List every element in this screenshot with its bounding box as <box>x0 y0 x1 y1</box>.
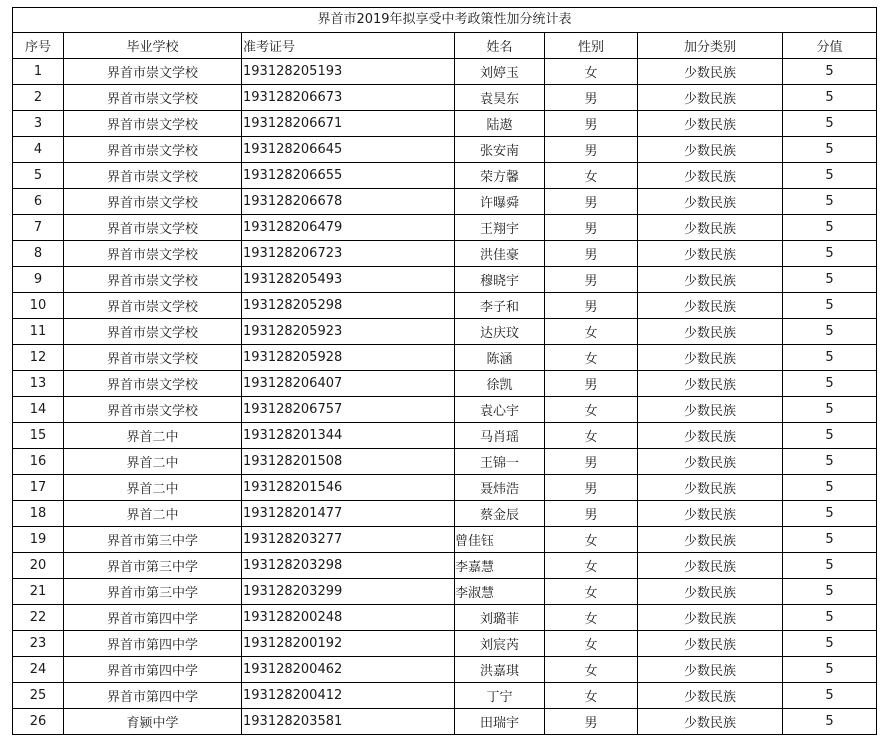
cell-score: 5 <box>783 215 877 241</box>
cell-index: 14 <box>13 397 64 423</box>
header-row <box>13 33 877 59</box>
cell-gender: 女 <box>545 423 638 449</box>
cell-exam-id: 193128203277 <box>242 527 455 553</box>
cell-school: 界首二中 <box>64 475 242 501</box>
table-row <box>13 605 877 631</box>
cell-school: 界首市第三中学 <box>64 527 242 553</box>
cell-bonus-type: 少数民族 <box>638 137 783 163</box>
cell-school: 界首二中 <box>64 449 242 475</box>
cell-name: 刘宸芮 <box>455 631 545 657</box>
cell-gender: 女 <box>545 683 638 709</box>
cell-gender: 女 <box>545 59 638 85</box>
cell-index: 23 <box>13 631 64 657</box>
cell-index: 21 <box>13 579 64 605</box>
cell-gender: 男 <box>545 215 638 241</box>
cell-index: 11 <box>13 319 64 345</box>
table-row <box>13 319 877 345</box>
cell-gender: 女 <box>545 345 638 371</box>
cell-school: 界首市崇文学校 <box>64 293 242 319</box>
cell-bonus-type: 少数民族 <box>638 319 783 345</box>
cell-gender: 男 <box>545 267 638 293</box>
cell-gender: 女 <box>545 657 638 683</box>
cell-score: 5 <box>783 579 877 605</box>
cell-index: 4 <box>13 137 64 163</box>
cell-score: 5 <box>783 397 877 423</box>
cell-name: 袁昊东 <box>455 85 545 111</box>
cell-bonus-type: 少数民族 <box>638 631 783 657</box>
cell-score: 5 <box>783 657 877 683</box>
cell-gender: 女 <box>545 631 638 657</box>
cell-school: 界首市崇文学校 <box>64 371 242 397</box>
cell-school: 界首市第四中学 <box>64 657 242 683</box>
cell-score: 5 <box>783 267 877 293</box>
cell-exam-id: 193128206655 <box>242 163 455 189</box>
header-gender: 性别 <box>545 33 638 59</box>
cell-name: 穆晓宇 <box>455 267 545 293</box>
table-row <box>13 657 877 683</box>
cell-school: 界首市崇文学校 <box>64 397 242 423</box>
cell-school: 界首市第三中学 <box>64 579 242 605</box>
cell-name: 李淑慧 <box>455 579 545 605</box>
cell-index: 5 <box>13 163 64 189</box>
cell-name: 曾佳钰 <box>455 527 545 553</box>
cell-gender: 女 <box>545 553 638 579</box>
cell-index: 22 <box>13 605 64 631</box>
cell-bonus-type: 少数民族 <box>638 527 783 553</box>
cell-score: 5 <box>783 163 877 189</box>
score-bonus-sheet <box>12 7 876 735</box>
cell-score: 5 <box>783 475 877 501</box>
table-row <box>13 397 877 423</box>
table-row <box>13 163 877 189</box>
cell-score: 5 <box>783 605 877 631</box>
table-row <box>13 579 877 605</box>
cell-school: 界首市崇文学校 <box>64 189 242 215</box>
cell-exam-id: 193128201477 <box>242 501 455 527</box>
cell-index: 25 <box>13 683 64 709</box>
table-row <box>13 85 877 111</box>
table-row <box>13 683 877 709</box>
cell-school: 界首市崇文学校 <box>64 215 242 241</box>
cell-index: 3 <box>13 111 64 137</box>
cell-index: 24 <box>13 657 64 683</box>
table-row <box>13 59 877 85</box>
cell-gender: 男 <box>545 137 638 163</box>
table-row <box>13 475 877 501</box>
cell-gender: 女 <box>545 163 638 189</box>
cell-school: 育颍中学 <box>64 709 242 735</box>
table-row <box>13 267 877 293</box>
cell-index: 1 <box>13 59 64 85</box>
cell-bonus-type: 少数民族 <box>638 345 783 371</box>
cell-bonus-type: 少数民族 <box>638 163 783 189</box>
cell-gender: 男 <box>545 449 638 475</box>
table-row <box>13 111 877 137</box>
table-row <box>13 709 877 735</box>
cell-bonus-type: 少数民族 <box>638 605 783 631</box>
cell-index: 9 <box>13 267 64 293</box>
cell-name: 徐凯 <box>455 371 545 397</box>
table-row <box>13 189 877 215</box>
table-row <box>13 371 877 397</box>
cell-gender: 女 <box>545 605 638 631</box>
cell-name: 刘璐菲 <box>455 605 545 631</box>
cell-school: 界首二中 <box>64 423 242 449</box>
cell-score: 5 <box>783 449 877 475</box>
cell-bonus-type: 少数民族 <box>638 475 783 501</box>
cell-score: 5 <box>783 59 877 85</box>
table-row <box>13 423 877 449</box>
cell-exam-id: 193128205923 <box>242 319 455 345</box>
cell-exam-id: 193128201344 <box>242 423 455 449</box>
cell-score: 5 <box>783 137 877 163</box>
cell-score: 5 <box>783 111 877 137</box>
cell-bonus-type: 少数民族 <box>638 371 783 397</box>
cell-name: 李子和 <box>455 293 545 319</box>
cell-bonus-type: 少数民族 <box>638 215 783 241</box>
cell-exam-id: 193128203298 <box>242 553 455 579</box>
cell-gender: 女 <box>545 397 638 423</box>
cell-index: 2 <box>13 85 64 111</box>
cell-index: 26 <box>13 709 64 735</box>
cell-score: 5 <box>783 423 877 449</box>
cell-bonus-type: 少数民族 <box>638 709 783 735</box>
cell-bonus-type: 少数民族 <box>638 397 783 423</box>
cell-exam-id: 193128203299 <box>242 579 455 605</box>
cell-bonus-type: 少数民族 <box>638 501 783 527</box>
cell-score: 5 <box>783 85 877 111</box>
cell-name: 丁宁 <box>455 683 545 709</box>
cell-gender: 男 <box>545 85 638 111</box>
cell-name: 洪嘉琪 <box>455 657 545 683</box>
cell-index: 16 <box>13 449 64 475</box>
cell-bonus-type: 少数民族 <box>638 59 783 85</box>
header-score: 分值 <box>783 33 877 59</box>
cell-score: 5 <box>783 189 877 215</box>
cell-gender: 男 <box>545 241 638 267</box>
cell-index: 20 <box>13 553 64 579</box>
cell-school: 界首市第三中学 <box>64 553 242 579</box>
cell-score: 5 <box>783 527 877 553</box>
header-school: 毕业学校 <box>64 33 242 59</box>
cell-gender: 女 <box>545 579 638 605</box>
header-name: 姓名 <box>455 33 545 59</box>
cell-school: 界首市崇文学校 <box>64 241 242 267</box>
cell-index: 13 <box>13 371 64 397</box>
cell-school: 界首市崇文学校 <box>64 319 242 345</box>
cell-school: 界首市崇文学校 <box>64 111 242 137</box>
table-title: 界首市2019年拟享受中考政策性加分统计表 <box>12 7 877 32</box>
cell-school: 界首市崇文学校 <box>64 345 242 371</box>
cell-gender: 男 <box>545 189 638 215</box>
cell-exam-id: 193128205493 <box>242 267 455 293</box>
cell-bonus-type: 少数民族 <box>638 293 783 319</box>
cell-gender: 男 <box>545 501 638 527</box>
cell-score: 5 <box>783 371 877 397</box>
cell-score: 5 <box>783 631 877 657</box>
cell-index: 18 <box>13 501 64 527</box>
cell-gender: 男 <box>545 293 638 319</box>
cell-index: 6 <box>13 189 64 215</box>
cell-score: 5 <box>783 553 877 579</box>
cell-name: 陆遨 <box>455 111 545 137</box>
cell-bonus-type: 少数民族 <box>638 85 783 111</box>
bonus-table <box>12 7 877 735</box>
cell-exam-id: 193128206645 <box>242 137 455 163</box>
cell-name: 王翔宇 <box>455 215 545 241</box>
cell-exam-id: 193128201508 <box>242 449 455 475</box>
cell-name: 李嘉慧 <box>455 553 545 579</box>
cell-name: 洪佳豪 <box>455 241 545 267</box>
cell-exam-id: 193128206673 <box>242 85 455 111</box>
cell-school: 界首市崇文学校 <box>64 163 242 189</box>
cell-name: 陈涵 <box>455 345 545 371</box>
header-bonus-type: 加分类别 <box>638 33 783 59</box>
table-body <box>13 59 877 735</box>
cell-name: 马肖瑶 <box>455 423 545 449</box>
table-row <box>13 527 877 553</box>
cell-index: 12 <box>13 345 64 371</box>
cell-exam-id: 193128205193 <box>242 59 455 85</box>
cell-school: 界首市崇文学校 <box>64 267 242 293</box>
cell-school: 界首市第四中学 <box>64 683 242 709</box>
cell-exam-id: 193128200192 <box>242 631 455 657</box>
cell-exam-id: 193128201546 <box>242 475 455 501</box>
cell-bonus-type: 少数民族 <box>638 579 783 605</box>
cell-exam-id: 193128206479 <box>242 215 455 241</box>
cell-exam-id: 193128203581 <box>242 709 455 735</box>
cell-bonus-type: 少数民族 <box>638 111 783 137</box>
table-row <box>13 631 877 657</box>
cell-score: 5 <box>783 293 877 319</box>
cell-score: 5 <box>783 501 877 527</box>
cell-gender: 男 <box>545 371 638 397</box>
table-row <box>13 553 877 579</box>
cell-school: 界首市崇文学校 <box>64 59 242 85</box>
cell-exam-id: 193128200248 <box>242 605 455 631</box>
cell-exam-id: 193128205298 <box>242 293 455 319</box>
cell-bonus-type: 少数民族 <box>638 657 783 683</box>
cell-index: 10 <box>13 293 64 319</box>
cell-school: 界首市第四中学 <box>64 631 242 657</box>
cell-school: 界首二中 <box>64 501 242 527</box>
table-row <box>13 293 877 319</box>
cell-name: 田瑞宇 <box>455 709 545 735</box>
cell-bonus-type: 少数民族 <box>638 553 783 579</box>
cell-index: 7 <box>13 215 64 241</box>
table-row <box>13 241 877 267</box>
cell-name: 张安南 <box>455 137 545 163</box>
header-index: 序号 <box>13 33 64 59</box>
cell-score: 5 <box>783 683 877 709</box>
cell-gender: 男 <box>545 111 638 137</box>
cell-gender: 女 <box>545 319 638 345</box>
cell-score: 5 <box>783 319 877 345</box>
cell-score: 5 <box>783 709 877 735</box>
cell-school: 界首市第四中学 <box>64 605 242 631</box>
cell-gender: 男 <box>545 475 638 501</box>
cell-index: 15 <box>13 423 64 449</box>
cell-exam-id: 193128205928 <box>242 345 455 371</box>
cell-name: 王锦一 <box>455 449 545 475</box>
cell-score: 5 <box>783 241 877 267</box>
cell-bonus-type: 少数民族 <box>638 449 783 475</box>
header-exam-id: 准考证号 <box>242 33 455 59</box>
cell-index: 17 <box>13 475 64 501</box>
cell-bonus-type: 少数民族 <box>638 241 783 267</box>
cell-bonus-type: 少数民族 <box>638 423 783 449</box>
table-row <box>13 345 877 371</box>
cell-name: 聂炜浩 <box>455 475 545 501</box>
cell-bonus-type: 少数民族 <box>638 189 783 215</box>
cell-exam-id: 193128206723 <box>242 241 455 267</box>
table-row <box>13 215 877 241</box>
cell-exam-id: 193128206407 <box>242 371 455 397</box>
cell-gender: 女 <box>545 527 638 553</box>
cell-name: 达庆玟 <box>455 319 545 345</box>
cell-name: 许曝舜 <box>455 189 545 215</box>
cell-bonus-type: 少数民族 <box>638 683 783 709</box>
cell-exam-id: 193128200412 <box>242 683 455 709</box>
cell-index: 19 <box>13 527 64 553</box>
cell-gender: 男 <box>545 709 638 735</box>
cell-name: 荣方馨 <box>455 163 545 189</box>
table-row <box>13 501 877 527</box>
cell-exam-id: 193128206757 <box>242 397 455 423</box>
cell-exam-id: 193128200462 <box>242 657 455 683</box>
cell-name: 蔡金辰 <box>455 501 545 527</box>
table-row <box>13 449 877 475</box>
cell-school: 界首市崇文学校 <box>64 137 242 163</box>
cell-bonus-type: 少数民族 <box>638 267 783 293</box>
cell-exam-id: 193128206678 <box>242 189 455 215</box>
cell-index: 8 <box>13 241 64 267</box>
cell-exam-id: 193128206671 <box>242 111 455 137</box>
cell-school: 界首市崇文学校 <box>64 85 242 111</box>
cell-score: 5 <box>783 345 877 371</box>
cell-name: 刘婷玉 <box>455 59 545 85</box>
table-row <box>13 137 877 163</box>
cell-name: 袁心宇 <box>455 397 545 423</box>
